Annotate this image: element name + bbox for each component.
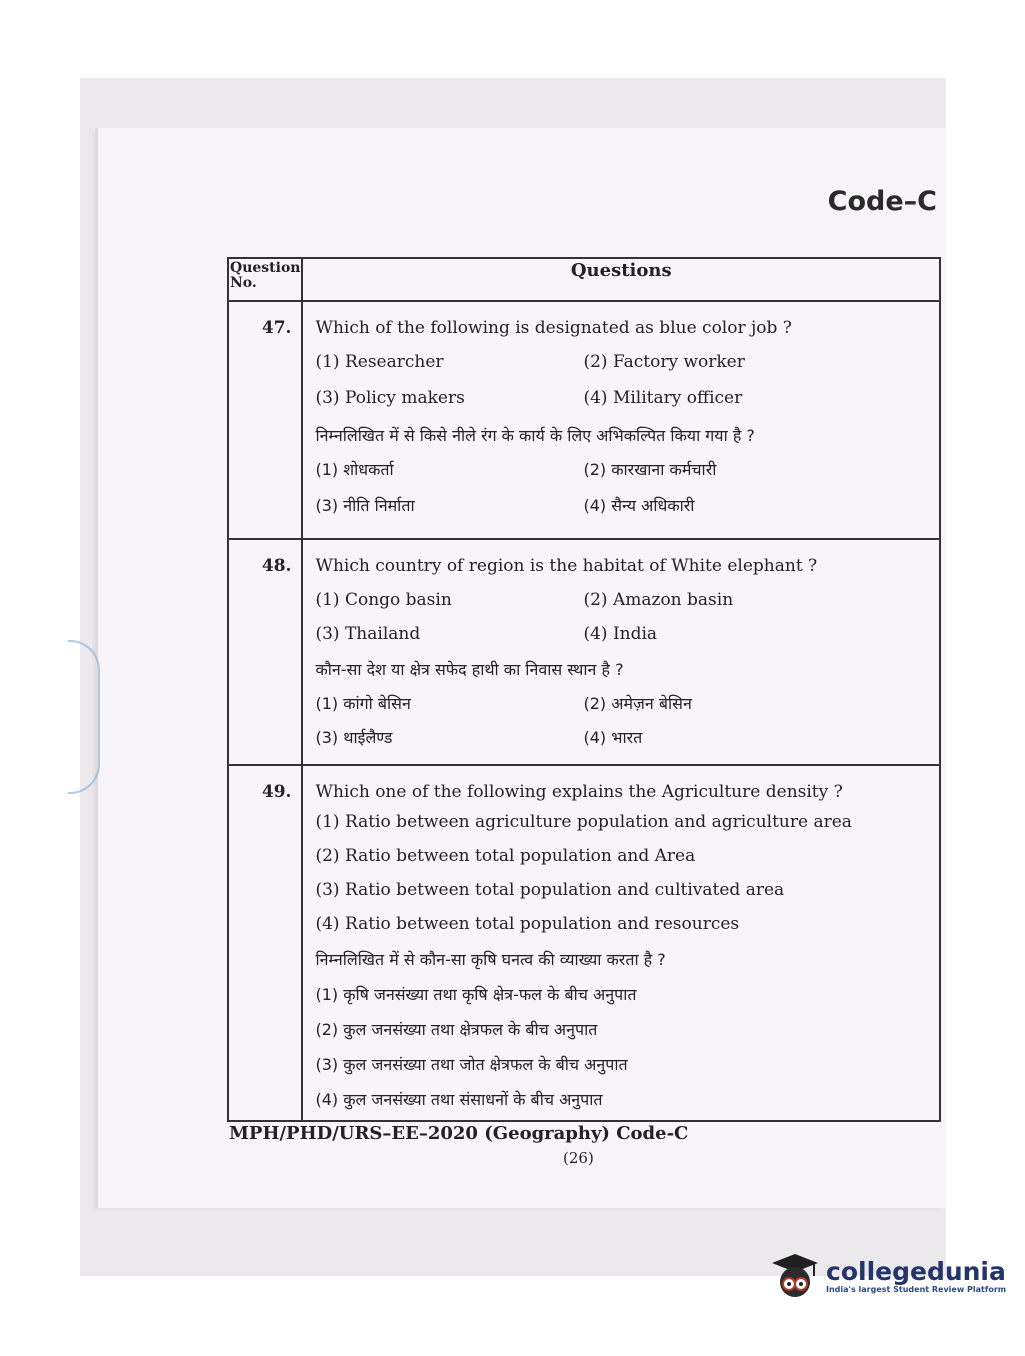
- question-body: [302, 765, 940, 1121]
- question-row: [228, 765, 940, 1121]
- option-en: (3) Policy makers: [315, 388, 465, 408]
- question-number: 49.: [228, 765, 302, 1121]
- options-row: [315, 388, 931, 424]
- option-hi: (3) कुल जनसंख्या तथा जोत क्षेत्रफल के बीच अनुपात: [315, 1055, 628, 1074]
- brand-name: collegedunia: [826, 1256, 1006, 1286]
- brand-watermark: [770, 1252, 1006, 1300]
- question-body: [302, 539, 940, 765]
- option-en: (2) Factory worker: [583, 352, 745, 372]
- option-en: (1) Researcher: [315, 352, 444, 372]
- question-stem-hi: निम्नलिखित में से किसे नीले रंग के कार्य के लिए अभिकल्पित किया गया है ?: [315, 426, 755, 445]
- question-stem-hi: निम्नलिखित में से कौन-सा कृषि घनत्व की व्याख्या करता है ?: [315, 950, 666, 969]
- header-questions: Questions: [302, 258, 940, 301]
- option-hi: (4) सैन्य अधिकारी: [583, 496, 695, 515]
- paper-footer: MPH/PHD/URS–EE–2020 (Geography) Code-C: [229, 1123, 689, 1144]
- options-row: [315, 494, 931, 530]
- question-stem-en: Which country of region is the habitat of White elephant ?: [315, 556, 818, 576]
- option-en: (3) Thailand: [315, 624, 421, 644]
- option-hi: (3) थाईलैण्ड: [315, 728, 393, 747]
- option-en: (4) India: [583, 624, 658, 644]
- brand-tagline: India's largest Student Review Platform: [826, 1284, 1007, 1294]
- option-hi: (4) कुल जनसंख्या तथा संसाधनों के बीच अनुपात: [315, 1090, 603, 1109]
- option-hi: (2) कुल जनसंख्या तथा क्षेत्रफल के बीच अनुपात: [315, 1020, 598, 1039]
- side-stamp: [68, 640, 100, 794]
- option-en: (2) Amazon basin: [583, 590, 734, 610]
- question-stem-en: Which one of the following explains the Agriculture density ?: [315, 782, 843, 802]
- option-en: (3) Ratio between total population and cultivated area: [315, 880, 785, 900]
- option-hi: (1) कांगो बेसिन: [315, 694, 411, 713]
- option-hi: (1) कृषि जनसंख्या तथा कृषि क्षेत्र-फल के बीच अनुपात: [315, 985, 637, 1004]
- question-number: 47.: [228, 301, 302, 539]
- option-en: (4) Military officer: [583, 388, 743, 408]
- options-row: [315, 692, 931, 726]
- options-row: [315, 624, 931, 658]
- options-row: [315, 352, 931, 388]
- options-row: [315, 590, 931, 624]
- options-row: [315, 458, 931, 494]
- options-row: [315, 726, 931, 756]
- paper-code: Code–C: [827, 186, 937, 217]
- student-mascot-icon: [770, 1252, 820, 1300]
- option-en: (4) Ratio between total population and resources: [315, 914, 740, 934]
- option-hi: (2) अमेज़न बेसिन: [583, 694, 692, 713]
- question-row: [228, 301, 940, 539]
- option-en: (1) Congo basin: [315, 590, 452, 610]
- option-hi: (4) भारत: [583, 728, 643, 747]
- questions-table: [227, 257, 941, 1122]
- option-en: (1) Ratio between agriculture population and agriculture area: [315, 812, 852, 832]
- question-stem-en: Which of the following is designated as blue color job ?: [315, 318, 792, 338]
- option-hi: (3) नीति निर्माता: [315, 496, 415, 515]
- question-row: [228, 539, 940, 765]
- option-en: (2) Ratio between total population and Area: [315, 846, 696, 866]
- page-number: (26): [563, 1149, 594, 1167]
- brand-text: [826, 1256, 1007, 1294]
- question-number: 48.: [228, 539, 302, 765]
- table-header: [228, 258, 940, 301]
- question-body: [302, 301, 940, 539]
- option-hi: (1) शोधकर्ता: [315, 460, 394, 479]
- header-question-no: Question No.: [228, 258, 302, 301]
- option-hi: (2) कारखाना कर्मचारी: [583, 460, 717, 479]
- question-stem-hi: कौन-सा देश या क्षेत्र सफेद हाथी का निवास स्थान है ?: [315, 660, 624, 679]
